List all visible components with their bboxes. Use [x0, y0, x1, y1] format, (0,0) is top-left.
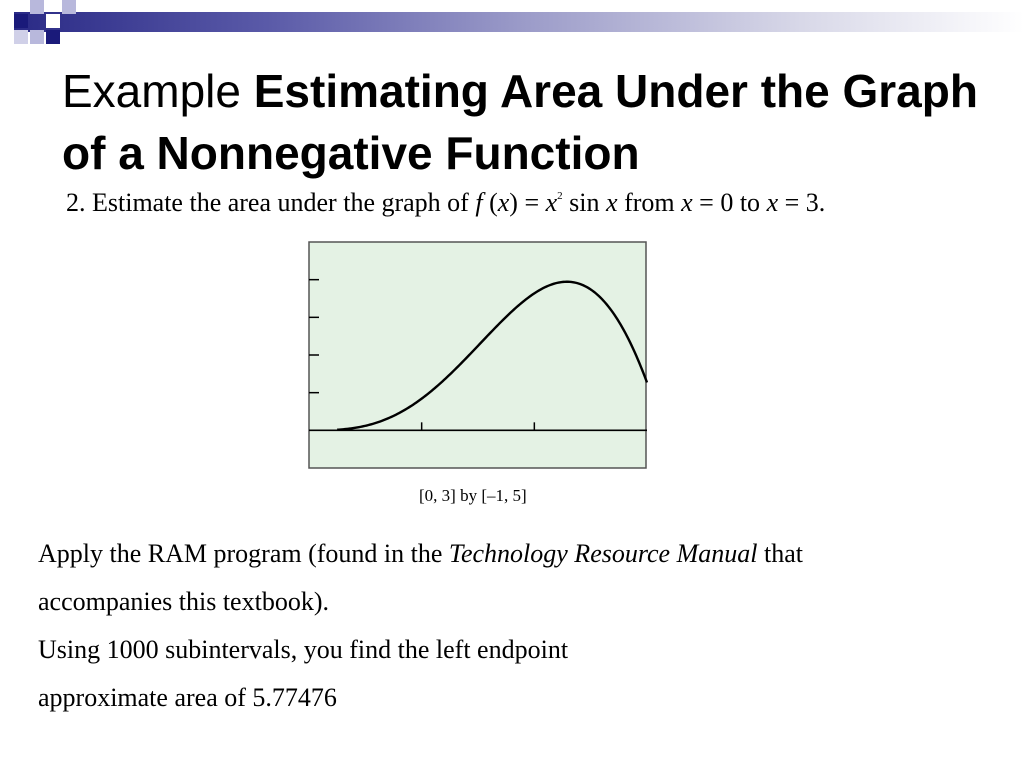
- from-word: from: [624, 188, 675, 217]
- from-var: x: [681, 188, 693, 217]
- explanation-text: [38, 530, 1008, 722]
- function-name: f: [475, 188, 483, 217]
- result-line: approximate area of 5.77476: [38, 683, 337, 712]
- title-prefix: Example: [62, 65, 241, 117]
- text-line: accompanies this textbook).: [38, 587, 329, 616]
- function-rhs-var: x: [545, 188, 558, 217]
- function-arg: x: [497, 188, 510, 217]
- from-value: 0: [720, 188, 734, 217]
- function-sin: sin: [569, 188, 600, 217]
- function-sin-var: x: [606, 188, 618, 217]
- text-line-1-start: Apply the RAM program (found in the: [38, 539, 443, 568]
- to-var: x: [766, 188, 779, 217]
- problem-statement: 2. Estimate the area under the graph of f $(x) = x^2$ sin x from x = 0 to x = 3.: [66, 188, 826, 217]
- function-graph: [308, 241, 648, 471]
- to-value: 3.: [805, 188, 826, 217]
- text-line: [38, 530, 1008, 578]
- title-bold: Estimating Area Under the Graph of a Nonnegative Function: [62, 65, 978, 179]
- slide-title: [62, 60, 1002, 184]
- graph-window-caption: [0, 3] by [–1, 5]: [419, 486, 527, 505]
- manual-title: Technology Resource Manual: [448, 539, 758, 568]
- slide-decoration: [0, 0, 1024, 60]
- decoration-square: [46, 30, 60, 44]
- to-word: to: [739, 188, 761, 217]
- decoration-square: [62, 0, 76, 14]
- decoration-gradient-bar: [14, 12, 1024, 32]
- text-line-1-end: that: [763, 539, 803, 568]
- decoration-square: [46, 14, 60, 28]
- decoration-square: [14, 14, 28, 28]
- graph-background: [309, 242, 646, 468]
- problem-number: 2.: [66, 188, 86, 217]
- function-exponent: 2: [557, 190, 563, 202]
- decoration-square: [30, 0, 44, 14]
- decoration-square: [30, 30, 44, 44]
- problem-text: Estimate the area under the graph of: [92, 188, 469, 217]
- decoration-square: [14, 30, 28, 44]
- text-line: Using 1000 subintervals, you find the left endpoint: [38, 635, 569, 664]
